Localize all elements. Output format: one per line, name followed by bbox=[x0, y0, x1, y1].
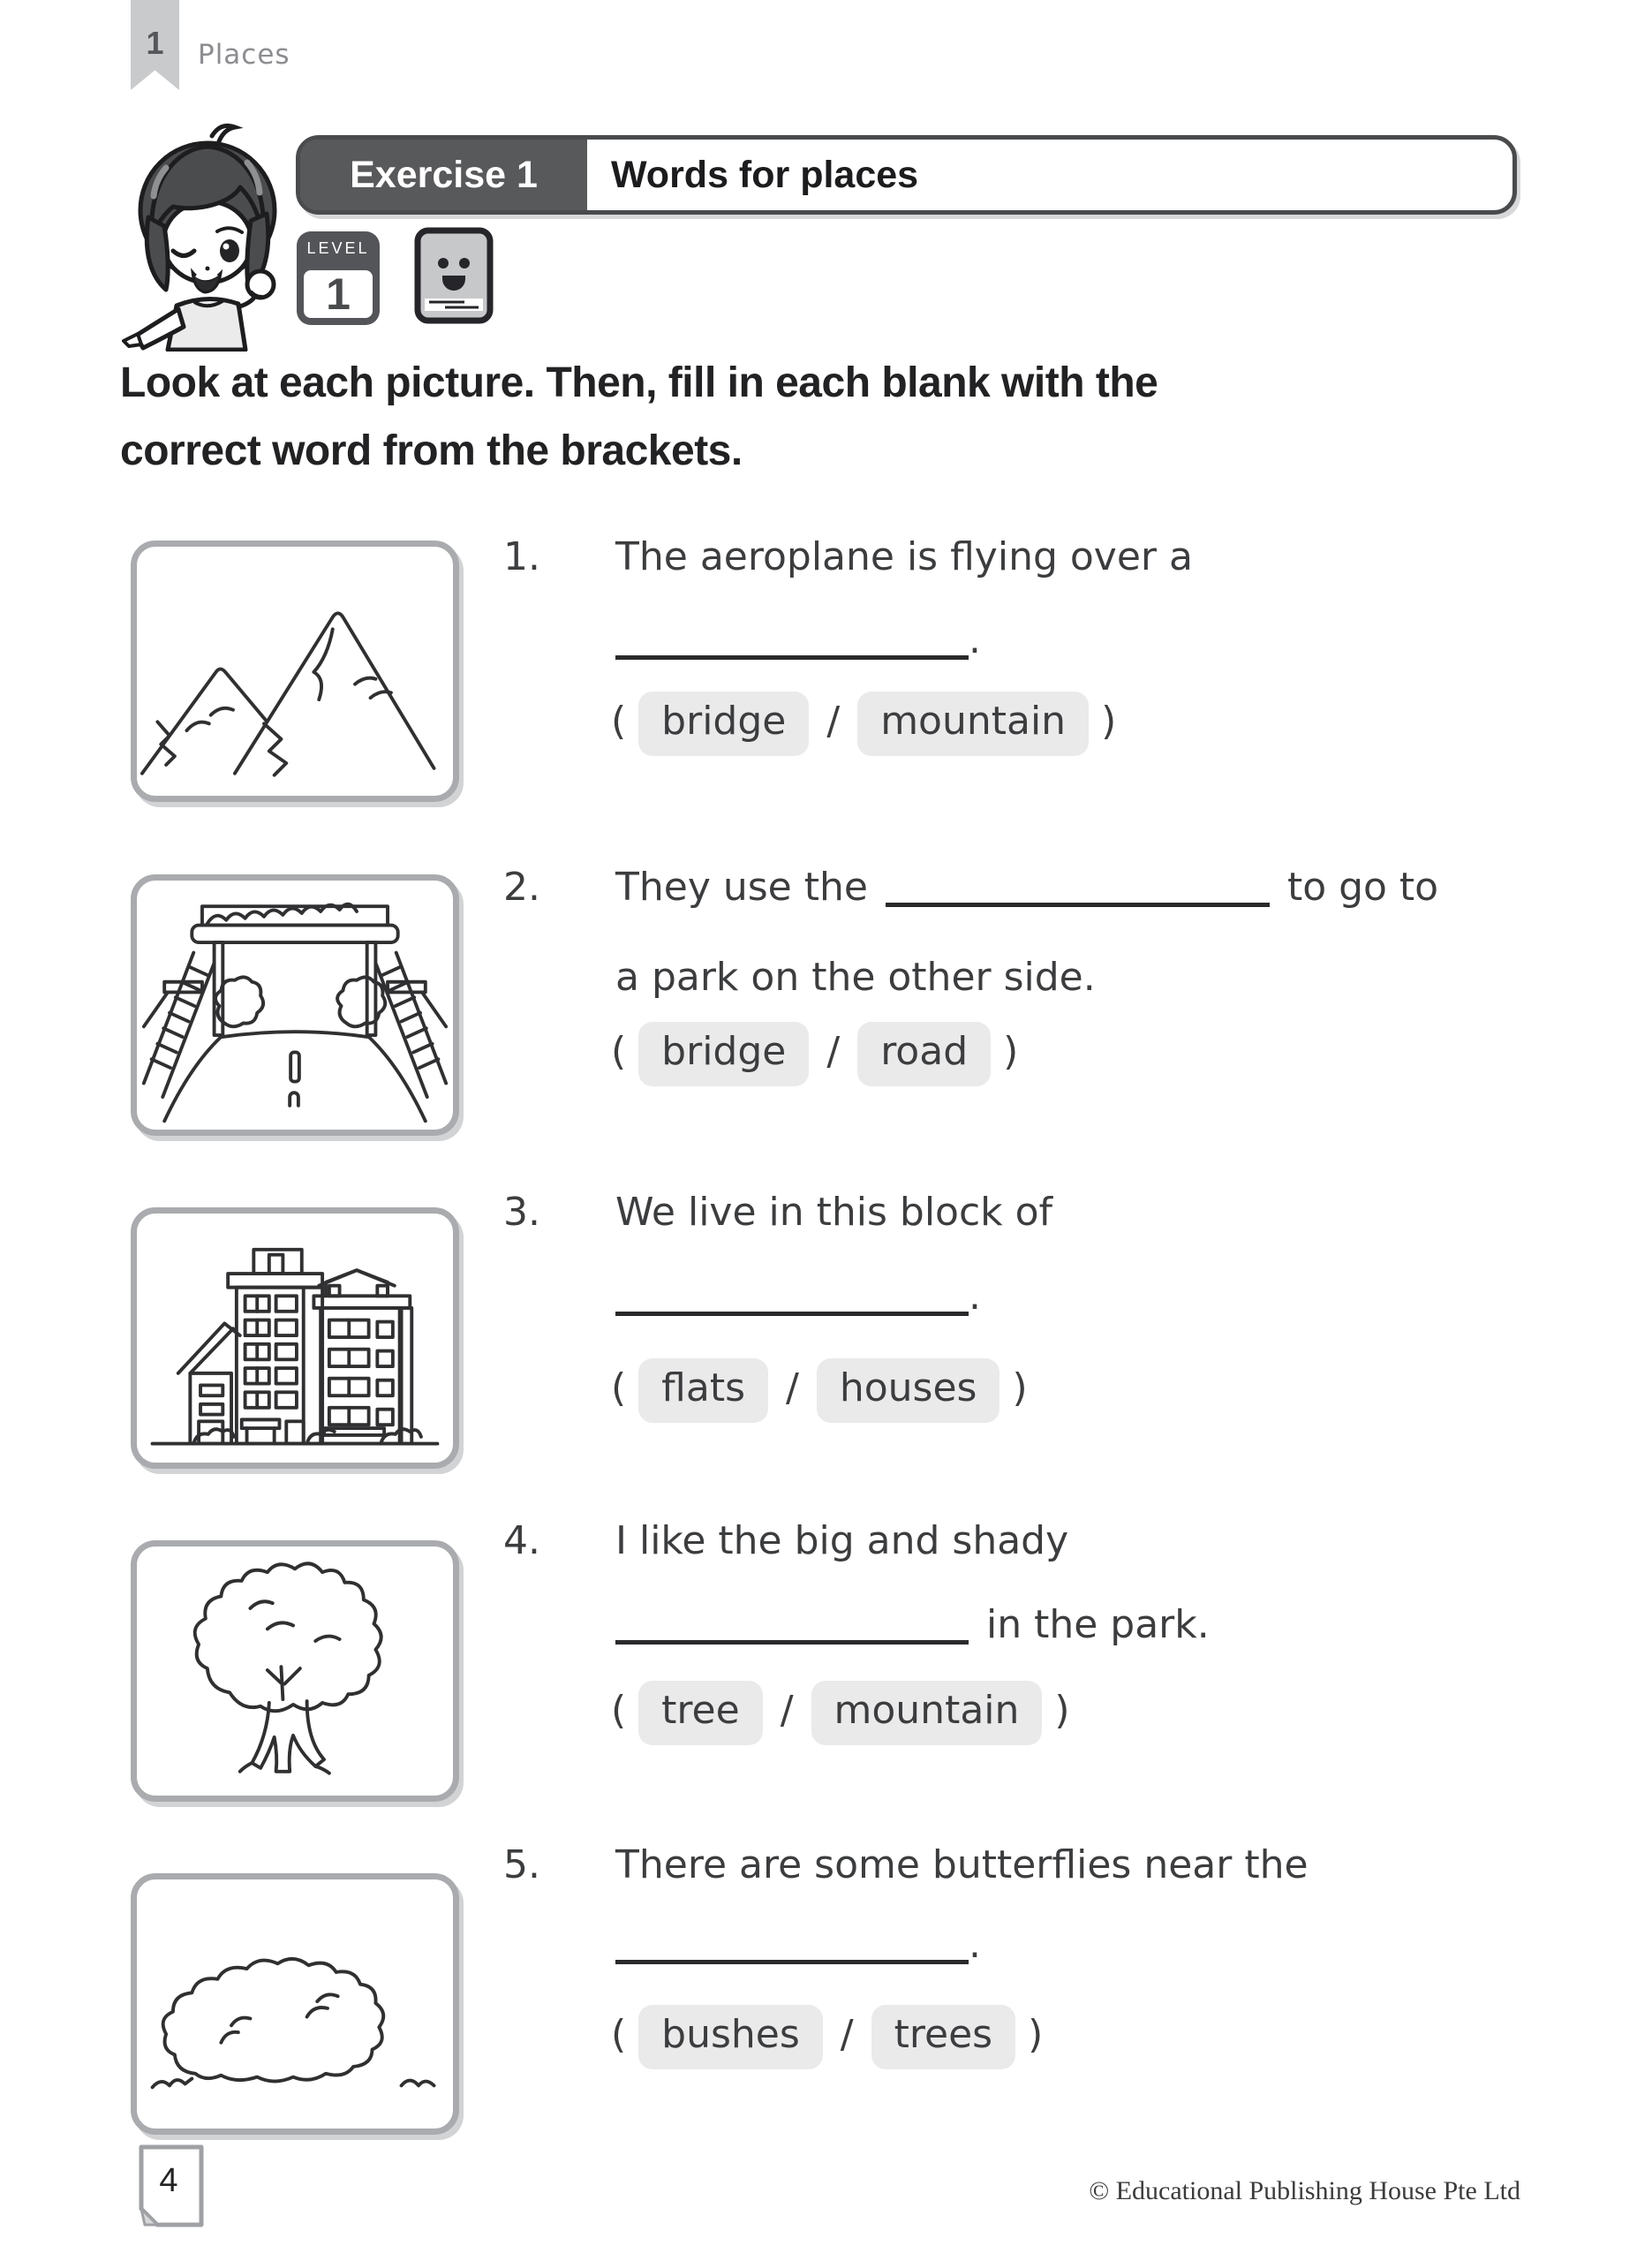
choice-word[interactable]: bridge bbox=[638, 692, 809, 756]
close-paren: ) bbox=[1003, 1029, 1019, 1074]
exercise-label: Exercise 1 bbox=[350, 153, 538, 196]
open-paren: ( bbox=[611, 1029, 627, 1074]
choice-word[interactable]: bridge bbox=[638, 1022, 809, 1086]
choice-slash: / bbox=[840, 2012, 854, 2057]
picture-box-bridge bbox=[131, 874, 459, 1136]
answer-choices bbox=[609, 1681, 1072, 1745]
level-badge bbox=[297, 231, 380, 325]
exercise-title: Words for places bbox=[611, 153, 919, 196]
exercise-header bbox=[296, 135, 1517, 215]
open-paren: ( bbox=[611, 1688, 627, 1733]
question-number: 2. bbox=[503, 865, 540, 910]
overhead-bridge-illustration bbox=[137, 881, 453, 1130]
answer-choices bbox=[609, 2005, 1045, 2069]
answer-blank[interactable] bbox=[886, 903, 1270, 907]
question-number: 5. bbox=[503, 1842, 540, 1887]
blank-line-row bbox=[615, 1599, 1210, 1652]
choice-word[interactable]: flats bbox=[638, 1358, 768, 1423]
question-number: 3. bbox=[503, 1190, 540, 1235]
choice-word[interactable]: road bbox=[857, 1022, 991, 1086]
question-text bbox=[615, 861, 1438, 914]
answer-choices bbox=[609, 1358, 1030, 1423]
choice-word[interactable]: trees bbox=[871, 2005, 1015, 2069]
tree-illustration bbox=[137, 1546, 453, 1796]
open-paren: ( bbox=[611, 2012, 627, 2057]
text-after-blank: to go to bbox=[1286, 865, 1439, 910]
copyright-text: © Educational Publishing House Pte Ltd bbox=[1089, 2176, 1520, 2205]
page-number: 4 bbox=[159, 2162, 178, 2199]
chapter-number: 1 bbox=[146, 25, 164, 61]
question-text: I like the big and shady bbox=[615, 1518, 1069, 1563]
text-after-blank: in the park. bbox=[986, 1602, 1210, 1647]
blank-line-row bbox=[615, 1270, 981, 1323]
picture-box-flats bbox=[131, 1207, 459, 1469]
question-number: 1. bbox=[503, 534, 540, 579]
text-after-blank: . bbox=[969, 617, 981, 662]
close-paren: ) bbox=[1012, 1365, 1028, 1410]
text-after-blank: . bbox=[969, 1274, 981, 1319]
close-paren: ) bbox=[1028, 2012, 1044, 2057]
open-paren: ( bbox=[611, 1365, 627, 1410]
choice-word[interactable]: houses bbox=[817, 1358, 1000, 1423]
choice-slash: / bbox=[826, 1029, 841, 1074]
level-value-box bbox=[304, 270, 373, 318]
choice-slash: / bbox=[826, 699, 841, 744]
close-paren: ) bbox=[1101, 699, 1117, 744]
instructions-line-2: correct word from the brackets. bbox=[120, 427, 743, 474]
answer-blank[interactable] bbox=[615, 1312, 969, 1316]
picture-box-bushes bbox=[131, 1873, 459, 2135]
level-value: 1 bbox=[326, 269, 351, 319]
answer-choices bbox=[609, 692, 1118, 756]
blank-line-row bbox=[615, 1918, 981, 1971]
choice-word[interactable]: mountain bbox=[857, 692, 1089, 756]
text-after-blank: . bbox=[969, 1922, 981, 1967]
block-of-flats-illustration bbox=[137, 1214, 453, 1463]
answer-choices bbox=[609, 1022, 1020, 1086]
question-text-line-2: a park on the other side. bbox=[615, 955, 1096, 1000]
level-label: LEVEL bbox=[306, 239, 370, 257]
mountains-illustration bbox=[137, 547, 453, 796]
choice-word[interactable]: bushes bbox=[638, 2005, 823, 2069]
answer-blank[interactable] bbox=[615, 1640, 969, 1645]
choice-slash: / bbox=[786, 1365, 799, 1410]
exercise-label-box bbox=[300, 140, 587, 210]
picture-box-mountains bbox=[131, 541, 459, 802]
book-icon bbox=[413, 226, 494, 325]
picture-box-tree bbox=[131, 1540, 459, 1802]
open-paren: ( bbox=[611, 699, 627, 744]
girl-character-illustration bbox=[117, 122, 298, 352]
bushes-illustration bbox=[137, 1879, 453, 2129]
instructions-line-1: Look at each picture. Then, fill in each blank with the bbox=[120, 359, 1158, 406]
blank-line-row bbox=[615, 614, 981, 667]
choice-word[interactable]: mountain bbox=[811, 1681, 1043, 1745]
choice-slash: / bbox=[780, 1688, 794, 1733]
question-text: The aeroplane is flying over a bbox=[615, 534, 1193, 579]
answer-blank[interactable] bbox=[615, 1960, 969, 1964]
close-paren: ) bbox=[1054, 1688, 1070, 1733]
chapter-title: Places bbox=[198, 39, 290, 71]
question-text: We live in this block of bbox=[615, 1190, 1053, 1235]
answer-blank[interactable] bbox=[615, 655, 969, 660]
question-text: There are some butterflies near the bbox=[615, 1842, 1309, 1887]
text-before-blank: They use the bbox=[615, 865, 868, 910]
choice-word[interactable]: tree bbox=[638, 1681, 763, 1745]
question-number: 4. bbox=[503, 1518, 540, 1563]
